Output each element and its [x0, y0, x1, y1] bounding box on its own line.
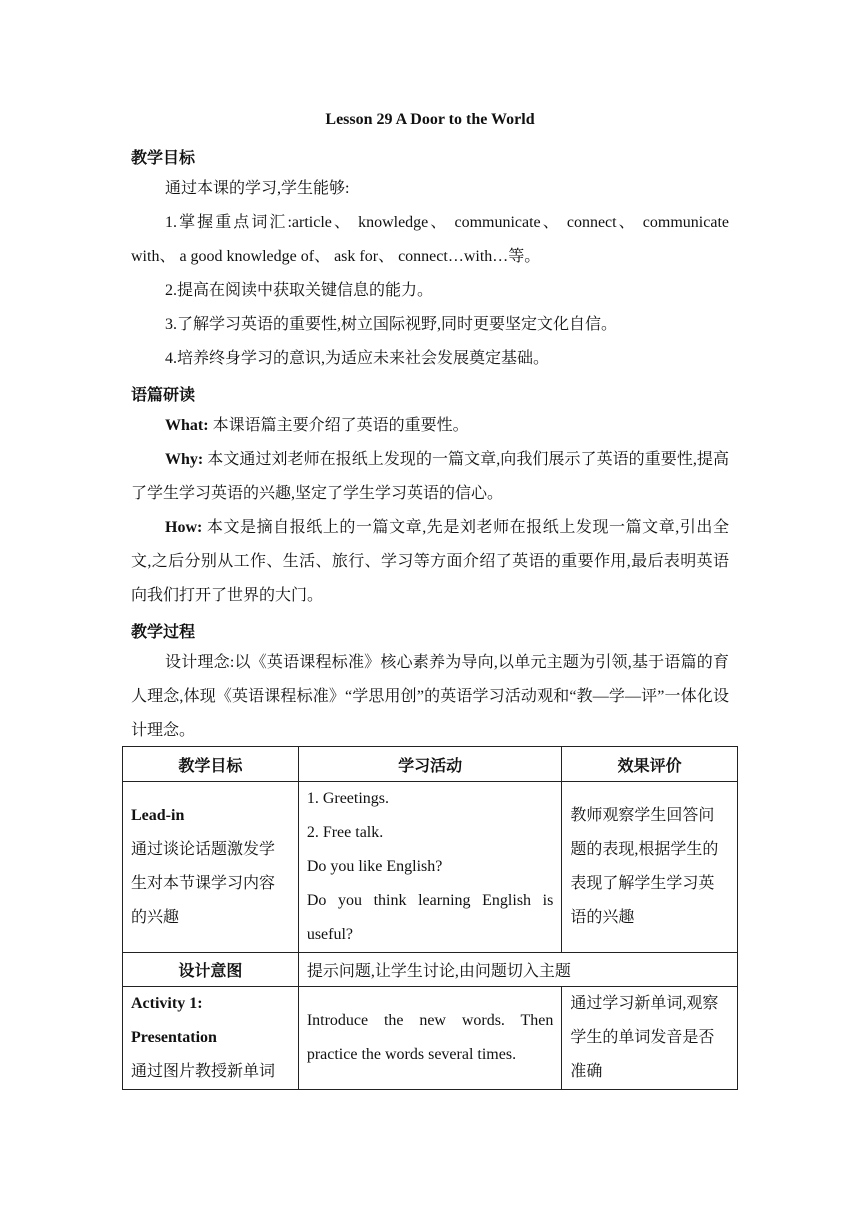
objective-4: 4.培养终身学习的意识,为适应未来社会发展奠定基础。	[165, 350, 550, 367]
what-paragraph	[131, 409, 729, 443]
how-label: How:	[165, 519, 203, 536]
design-concept: 设计理念:以《英语课程标准》核心素养为导向,以单元主题为引领,基于语篇的育人理念,体现《英语课程标准》“学思用创”的英语学习活动观和“教—学—评”一体化设计理念。	[131, 654, 729, 739]
how-paragraph	[131, 511, 729, 613]
table-row	[123, 953, 738, 987]
activity1-subtitle: Presentation	[131, 1029, 217, 1046]
activity-line: 2. Free talk.	[306, 824, 384, 841]
activity-line: Do you think learning English is useful?	[306, 892, 554, 943]
cell-objective	[123, 782, 299, 953]
why-text: 本文通过刘老师在报纸上发现的一篇文章,向我们展示了英语的重要性,提高了学生学习英语的兴趣,坚定了学生学习英语的信心。	[131, 451, 729, 502]
lead-in-title: Lead-in	[131, 807, 185, 824]
lesson-title: Lesson 29 A Door to the World	[325, 111, 535, 128]
header-activity: 学习活动	[298, 747, 562, 782]
cell-evaluation: 通过学习新单词,观察学生的单词发音是否准确	[562, 987, 738, 1090]
cell-objective	[123, 987, 299, 1090]
lesson-plan-table	[122, 746, 738, 1090]
why-label: Why:	[165, 451, 204, 468]
activity-line: Do you like English?	[306, 858, 443, 875]
header-evaluation: 效果评价	[562, 747, 738, 782]
objectives-intro: 通过本课的学习,学生能够:	[165, 180, 350, 197]
what-label: What:	[165, 417, 209, 434]
lead-in-text: 通过谈论话题激发学生对本节课学习内容的兴趣	[131, 841, 276, 926]
design-intent-label: 设计意图	[123, 953, 299, 987]
what-text: 本课语篇主要介绍了英语的重要性。	[208, 417, 469, 434]
objective-3: 3.了解学习英语的重要性,树立国际视野,同时更要坚定文化自信。	[165, 316, 618, 333]
section-heading-text-analysis: 语篇研读	[131, 385, 196, 404]
section-heading-objectives: 教学目标	[131, 148, 196, 167]
objective-2: 2.提高在阅读中获取关键信息的能力。	[165, 282, 434, 299]
table-row	[123, 782, 738, 953]
table-row	[123, 987, 738, 1090]
header-objective: 教学目标	[123, 747, 299, 782]
cell-evaluation: 教师观察学生回答问题的表现,根据学生的表现了解学生学习英语的兴趣	[562, 782, 738, 953]
activity1-text: 通过图片教授新单词	[131, 1063, 276, 1080]
cell-activity	[298, 782, 562, 953]
cell-activity: Introduce the new words. Then practice the words several times.	[298, 987, 562, 1090]
how-text: 本文是摘自报纸上的一篇文章,先是刘老师在报纸上发现一篇文章,引出全文,之后分别从工作、生活、旅行、学习等方面介绍了英语的重要作用,最后表明英语向我们打开了世界的大门。	[131, 519, 729, 604]
section-heading-process: 教学过程	[131, 622, 196, 641]
activity-line: 1. Greetings.	[306, 790, 390, 807]
activity1-title: Activity 1:	[131, 995, 203, 1012]
table-header-row	[123, 747, 738, 782]
why-paragraph	[131, 443, 729, 511]
design-intent-text: 提示问题,让学生讨论,由问题切入主题	[298, 953, 737, 987]
objective-1: 1.掌握重点词汇:article、 knowledge、 communicate、 connect、 communicate with、 a good knowledge of、 ask for、 connect…with…等。	[131, 214, 729, 265]
